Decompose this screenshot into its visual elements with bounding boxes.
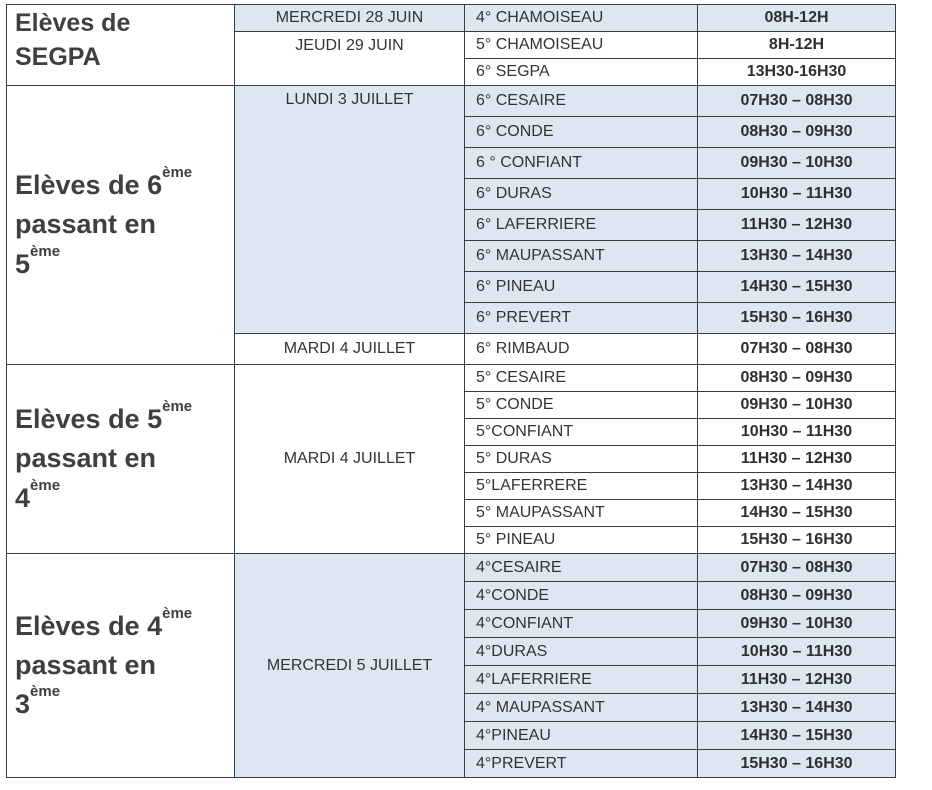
class-cell: 4°DURAS — [465, 638, 698, 666]
date-cell: MARDI 4 JUILLET — [235, 365, 465, 554]
time-cell: 07H30 – 08H30 — [698, 554, 896, 582]
group-title — [7, 5, 235, 86]
time-cell: 08H30 – 09H30 — [698, 117, 896, 148]
date-cell: MERCREDI 28 JUIN — [235, 5, 465, 32]
class-cell: 5°LAFERRERE — [465, 473, 698, 500]
class-cell: 6° SEGPA — [465, 59, 698, 86]
time-cell: 09H30 – 10H30 — [698, 392, 896, 419]
group-title-line: Elèves de 6 — [15, 170, 163, 201]
class-cell: 5° MAUPASSANT — [465, 500, 698, 527]
ordinal-suffix: ème — [162, 164, 193, 182]
time-cell: 07H30 – 08H30 — [698, 334, 896, 365]
table-row — [7, 554, 896, 582]
class-cell: 6° CONDE — [465, 117, 698, 148]
date-cell: LUNDI 3 JUILLET — [235, 86, 465, 334]
time-cell: 15H30 – 16H30 — [698, 303, 896, 334]
time-cell: 11H30 – 12H30 — [698, 210, 896, 241]
ordinal-suffix: ème — [30, 683, 61, 701]
group-title-line: Elèves de 5 — [15, 404, 163, 435]
ordinal-suffix: ème — [162, 604, 193, 622]
time-cell: 09H30 – 10H30 — [698, 610, 896, 638]
schedule-body — [7, 5, 896, 778]
group-title — [7, 86, 235, 365]
time-cell: 14H30 – 15H30 — [698, 272, 896, 303]
time-cell: 13H30 – 14H30 — [698, 473, 896, 500]
class-cell: 5° DURAS — [465, 446, 698, 473]
class-cell: 4°LAFERRIERE — [465, 666, 698, 694]
time-cell: 10H30 – 11H30 — [698, 419, 896, 446]
time-cell: 13H30-16H30 — [698, 59, 896, 86]
class-cell: 4° CHAMOISEAU — [465, 5, 698, 32]
class-cell: 6° PINEAU — [465, 272, 698, 303]
class-cell: 4° MAUPASSANT — [465, 694, 698, 722]
class-cell: 5° CESAIRE — [465, 365, 698, 392]
class-cell: 4°PINEAU — [465, 722, 698, 750]
table-row — [7, 365, 896, 392]
class-cell: 5° CHAMOISEAU — [465, 32, 698, 59]
time-cell: 15H30 – 16H30 — [698, 527, 896, 554]
group-title-line: passant en — [15, 443, 157, 474]
class-cell: 6° RIMBAUD — [465, 334, 698, 365]
ordinal-suffix: ème — [30, 476, 61, 494]
class-cell: 4°CONFIANT — [465, 610, 698, 638]
class-cell: 4°CESAIRE — [465, 554, 698, 582]
time-cell: 08H30 – 09H30 — [698, 365, 896, 392]
schedule-table — [6, 4, 896, 778]
time-cell: 07H30 – 08H30 — [698, 86, 896, 117]
class-cell: 6 ° CONFIANT — [465, 148, 698, 179]
group-title — [7, 365, 235, 554]
time-cell: 08H-12H — [698, 5, 896, 32]
group-title-line: Elèves de 4 — [15, 610, 163, 641]
time-cell: 15H30 – 16H30 — [698, 750, 896, 778]
time-cell: 8H-12H — [698, 32, 896, 59]
time-cell: 13H30 – 14H30 — [698, 241, 896, 272]
time-cell: 09H30 – 10H30 — [698, 148, 896, 179]
class-cell: 5°CONFIANT — [465, 419, 698, 446]
class-cell: 6° PREVERT — [465, 303, 698, 334]
class-cell: 5° CONDE — [465, 392, 698, 419]
group-title-line: Elèves de — [15, 9, 131, 37]
date-cell: JEUDI 29 JUIN — [235, 32, 465, 86]
time-cell: 13H30 – 14H30 — [698, 694, 896, 722]
group-title-line: SEGPA — [15, 42, 101, 71]
table-row — [7, 86, 896, 117]
table-row — [7, 5, 896, 32]
group-title-line: 3 — [15, 689, 31, 720]
date-cell: MARDI 4 JUILLET — [235, 334, 465, 365]
class-cell: 6° CESAIRE — [465, 86, 698, 117]
class-cell: 4°PREVERT — [465, 750, 698, 778]
date-cell: MERCREDI 5 JUILLET — [235, 554, 465, 778]
group-title — [7, 554, 235, 778]
class-cell: 4°CONDE — [465, 582, 698, 610]
ordinal-suffix: ème — [30, 242, 61, 260]
time-cell: 11H30 – 12H30 — [698, 446, 896, 473]
time-cell: 14H30 – 15H30 — [698, 722, 896, 750]
ordinal-suffix: ème — [162, 398, 193, 416]
class-cell: 6° DURAS — [465, 179, 698, 210]
time-cell: 10H30 – 11H30 — [698, 638, 896, 666]
group-title-line: 4 — [15, 482, 31, 513]
time-cell: 08H30 – 09H30 — [698, 582, 896, 610]
class-cell: 6° MAUPASSANT — [465, 241, 698, 272]
group-title-line: 5 — [15, 248, 31, 279]
time-cell: 10H30 – 11H30 — [698, 179, 896, 210]
class-cell: 6° LAFERRIERE — [465, 210, 698, 241]
group-title-line: passant en — [15, 649, 157, 680]
class-cell: 5° PINEAU — [465, 527, 698, 554]
group-title-line: passant en — [15, 209, 157, 240]
time-cell: 14H30 – 15H30 — [698, 500, 896, 527]
time-cell: 11H30 – 12H30 — [698, 666, 896, 694]
